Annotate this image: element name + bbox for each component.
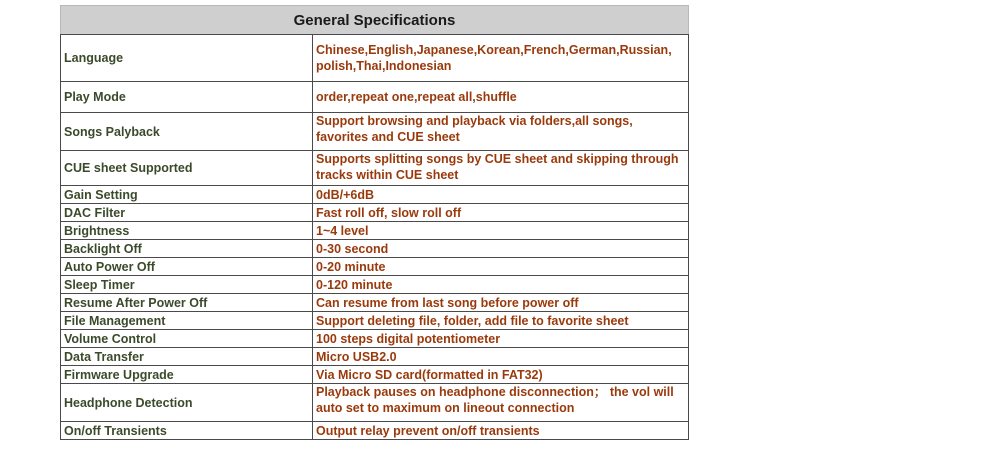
spec-name: Brightness: [61, 222, 313, 240]
spec-value: 100 steps digital potentiometer: [313, 330, 689, 348]
spec-value: 0-120 minute: [313, 276, 689, 294]
spec-title: General Specifications: [60, 5, 689, 34]
spec-value: order,repeat one,repeat all,shuffle: [313, 82, 689, 113]
table-row: [61, 422, 689, 440]
spec-name: File Management: [61, 312, 313, 330]
table-row: [61, 186, 689, 204]
spec-name: DAC Filter: [61, 204, 313, 222]
table-row: [61, 330, 689, 348]
spec-value: 0-30 second: [313, 240, 689, 258]
spec-value: Playback pauses on headphone disconnection； the vol will auto set to maximum on lineout connection: [313, 384, 689, 422]
spec-name: Firmware Upgrade: [61, 366, 313, 384]
spec-value: 0dB/+6dB: [313, 186, 689, 204]
table-row: [61, 240, 689, 258]
spec-value: Output relay prevent on/off transients: [313, 422, 689, 440]
spec-value: Support browsing and playback via folders,all songs, favorites and CUE sheet: [313, 113, 689, 151]
table-row: [61, 312, 689, 330]
spec-value: Fast roll off, slow roll off: [313, 204, 689, 222]
spec-sheet: [60, 5, 689, 440]
spec-name: Backlight Off: [61, 240, 313, 258]
table-row: [61, 276, 689, 294]
spec-value: Via Micro SD card(formatted in FAT32): [313, 366, 689, 384]
table-row: [61, 35, 689, 82]
table-row: [61, 113, 689, 151]
spec-name: Data Transfer: [61, 348, 313, 366]
spec-value: 1~4 level: [313, 222, 689, 240]
table-row: [61, 384, 689, 422]
spec-value: Supports splitting songs by CUE sheet and skipping through tracks within CUE sheet: [313, 151, 689, 186]
spec-value: Support deleting file, folder, add file to favorite sheet: [313, 312, 689, 330]
table-row: [61, 294, 689, 312]
table-row: [61, 366, 689, 384]
spec-name: Songs Palyback: [61, 113, 313, 151]
spec-name: Headphone Detection: [61, 384, 313, 422]
spec-name: Language: [61, 35, 313, 82]
table-row: [61, 82, 689, 113]
spec-name: Volume Control: [61, 330, 313, 348]
spec-table: [60, 34, 689, 440]
table-row: [61, 222, 689, 240]
spec-table-body: [61, 35, 689, 440]
spec-value: Chinese,English,Japanese,Korean,French,German,Russian, polish,Thai,Indonesian: [313, 35, 689, 82]
spec-name: Auto Power Off: [61, 258, 313, 276]
spec-name: Sleep Timer: [61, 276, 313, 294]
table-row: [61, 151, 689, 186]
spec-value: 0-20 minute: [313, 258, 689, 276]
spec-value: Micro USB2.0: [313, 348, 689, 366]
spec-name: CUE sheet Supported: [61, 151, 313, 186]
table-row: [61, 204, 689, 222]
spec-name: Resume After Power Off: [61, 294, 313, 312]
table-row: [61, 348, 689, 366]
spec-name: Gain Setting: [61, 186, 313, 204]
spec-name: On/off Transients: [61, 422, 313, 440]
spec-value: Can resume from last song before power off: [313, 294, 689, 312]
table-row: [61, 258, 689, 276]
spec-name: Play Mode: [61, 82, 313, 113]
